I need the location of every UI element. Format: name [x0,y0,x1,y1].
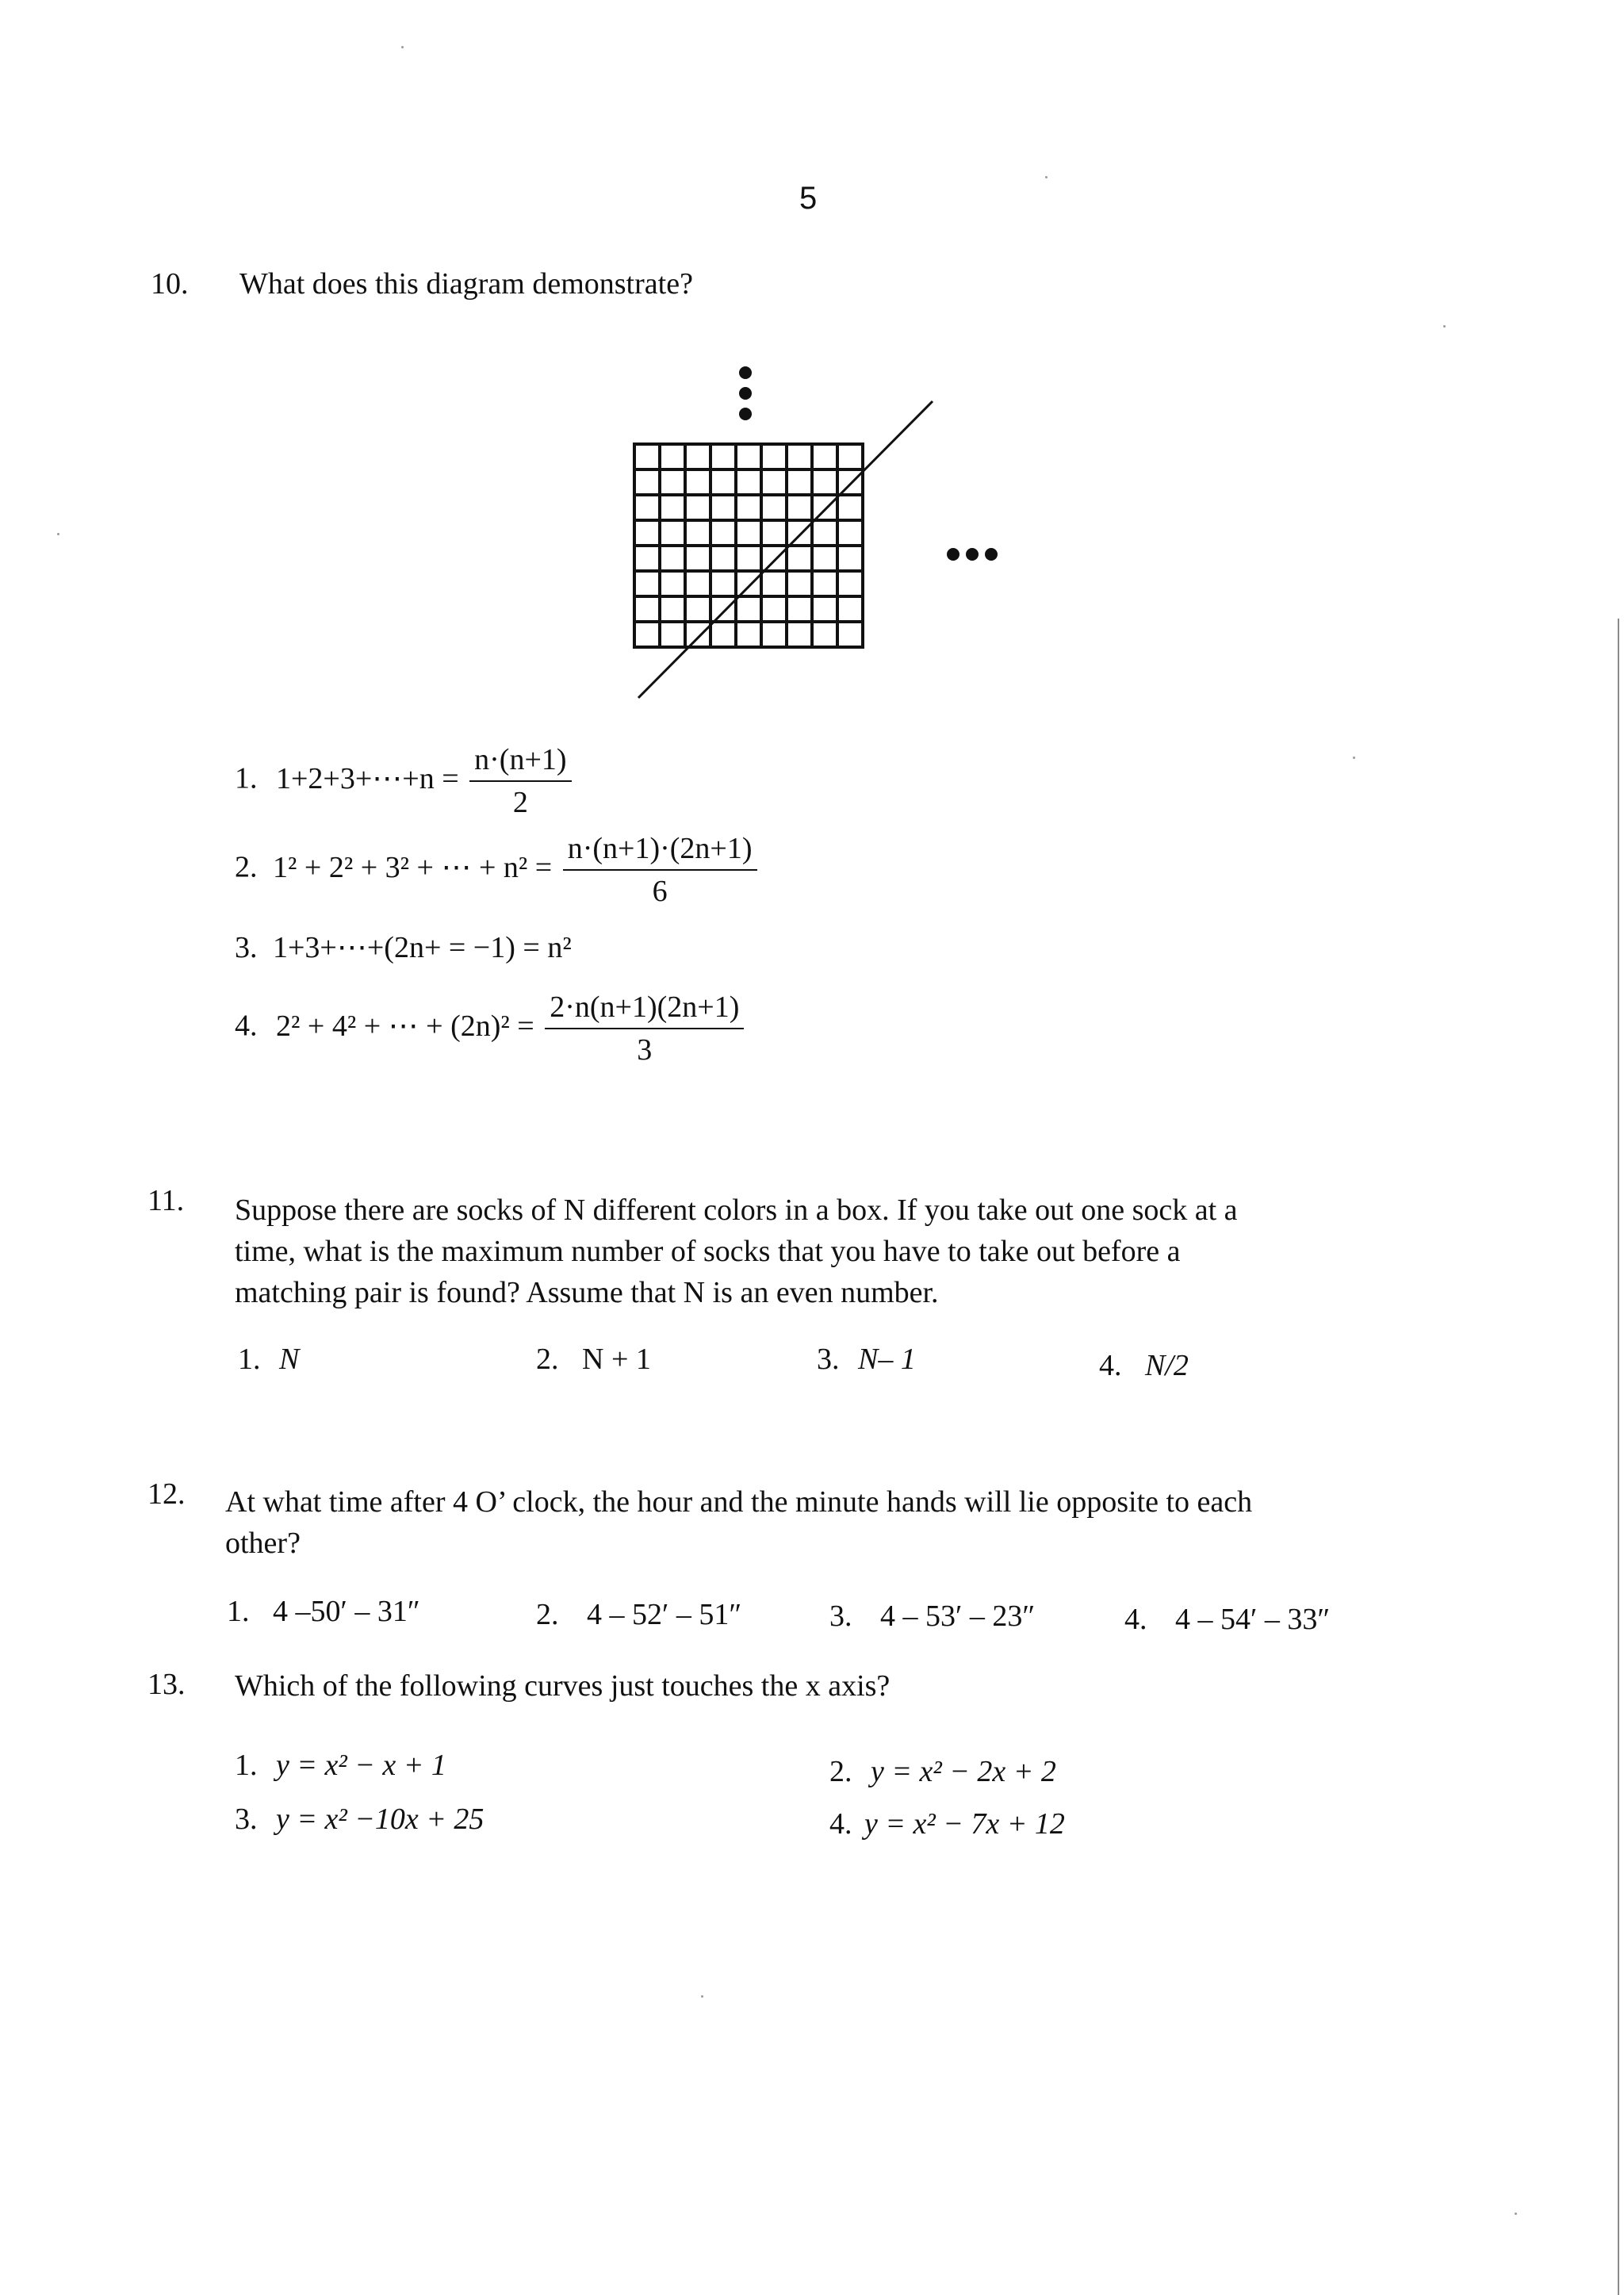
question-12-number: 12. [147,1477,186,1511]
option-text: y = x² − 2x + 2 [871,1755,1056,1788]
question-11-line-1: Suppose there are socks of N different colors in a box. If you take out one sock at a [235,1193,1238,1227]
left-staircase-square [710,444,736,469]
question-11-line-2: time, what is the maximum number of socks that you have to take out before a [235,1235,1181,1268]
left-staircase-square [761,495,787,520]
scan-speck [57,533,59,535]
right-staircase-square [812,495,837,520]
option-text: 4 – 54′ – 33″ [1175,1603,1331,1636]
numerator: n·(n+1) [469,742,571,782]
right-staircase-square [812,622,837,647]
left-staircase-square [634,469,660,495]
scan-speck [701,1995,703,1998]
left-staircase-square [685,444,710,469]
left-staircase-square [634,495,660,520]
right-staircase-square [787,571,812,596]
q12-option-2[interactable] [536,1597,741,1632]
left-staircase-square [736,495,761,520]
scan-speck [1353,757,1355,759]
question-13-number: 13. [147,1668,186,1701]
right-staircase-square [660,622,685,647]
option-text: N/2 [1145,1349,1189,1382]
q13-option-1[interactable] [235,1748,446,1783]
right-staircase-square [710,622,736,647]
right-staircase-square [761,546,787,571]
right-staircase-square [812,596,837,622]
left-staircase-square [660,571,685,596]
question-11-line-3: matching pair is found? Assume that N is an even number. [235,1276,939,1309]
option-label: 3. [235,931,258,964]
option-label: 2. [829,1755,852,1788]
option-label: 4. [1124,1603,1147,1636]
option-text: N [279,1343,300,1376]
right-staircase-square [710,571,736,596]
question-13-text: Which of the following curves just touches the x axis? [235,1669,891,1703]
right-staircase-square [685,596,710,622]
left-staircase-square [710,469,736,495]
fraction [469,742,571,820]
option-label: 1. [227,1595,250,1628]
question-11-text [235,1190,1377,1313]
right-staircase-square [812,571,837,596]
q12-option-1[interactable] [227,1594,420,1629]
q10-option-3[interactable] [235,929,572,965]
left-staircase-square [736,444,761,469]
q10-option-2[interactable] [235,831,760,909]
left-staircase-square [812,444,837,469]
left-staircase-square [685,495,710,520]
page-number: 5 [799,181,818,216]
right-staircase-square [787,495,812,520]
q11-option-4[interactable] [1099,1348,1189,1383]
q13-option-2[interactable] [829,1754,1056,1789]
question-12-text [225,1481,1415,1564]
option-label: 2. [235,850,258,884]
left-staircase-square [787,469,812,495]
option-text: 4 –50′ – 31″ [273,1595,420,1628]
right-staircase-square [812,520,837,546]
scan-speck [401,46,404,48]
left-staircase-square [660,546,685,571]
left-staircase-square [710,546,736,571]
numerator: n·(n+1)·(2n+1) [563,831,757,871]
denominator: 2 [512,786,528,819]
option-text: 4 – 53′ – 23″ [880,1600,1036,1633]
left-staircase-square [736,469,761,495]
staircase-grid-diagram [619,349,999,714]
q13-option-4[interactable] [829,1806,1065,1841]
left-staircase-square [660,520,685,546]
right-staircase-square [761,520,787,546]
option-label: 3. [829,1600,852,1633]
left-staircase-square [660,469,685,495]
left-staircase-square [710,520,736,546]
right-staircase-square [837,571,863,596]
right-staircase-square [761,571,787,596]
scan-speck [1045,176,1048,178]
option-text: N– 1 [858,1343,916,1376]
option-label: 4. [235,1009,258,1043]
question-11-number: 11. [147,1184,185,1217]
right-staircase-square [787,596,812,622]
vertical-dots [739,366,752,420]
scan-speck [1515,2213,1517,2215]
numerator: 2·n(n+1)(2n+1) [545,990,744,1029]
right-staircase-square [710,596,736,622]
option-text: N + 1 [582,1343,651,1376]
option-label: 3. [235,1803,258,1836]
option-text: y = x² − 7x + 12 [864,1807,1065,1841]
left-staircase-square [710,495,736,520]
denominator: 6 [652,875,668,908]
left-staircase-square [761,469,787,495]
question-10-text: What does this diagram demonstrate? [239,267,693,301]
q10-option-4[interactable] [235,990,747,1067]
option-label: 1. [238,1343,261,1376]
option-lhs: 1² + 2² + 3² + ⋯ + n² = [273,850,553,884]
option-label: 1. [235,761,258,795]
left-staircase-square [685,520,710,546]
right-staircase-square [736,622,761,647]
option-label: 2. [536,1598,559,1631]
right-staircase-square [837,469,863,495]
right-staircase-square [736,571,761,596]
option-lhs: 2² + 4² + ⋯ + (2n)² = [276,1009,534,1043]
option-text: y = x² −10x + 25 [276,1803,485,1836]
fraction [545,990,744,1067]
left-staircase-square [685,571,710,596]
option-label: 4. [1099,1349,1122,1382]
scan-edge-line [1618,619,1619,2295]
option-label: 3. [817,1343,840,1376]
option-label: 2. [536,1343,559,1376]
q11-option-2[interactable] [536,1342,651,1377]
left-staircase-square [634,596,660,622]
scan-speck [1443,325,1446,328]
left-staircase-square [634,622,660,647]
left-staircase-square [660,596,685,622]
left-staircase-square [660,444,685,469]
option-expression: 1+3+⋯+(2n+ = −1) = n² [273,931,572,964]
left-staircase-square [685,546,710,571]
right-staircase-square [685,622,710,647]
left-staircase-square [660,495,685,520]
q13-option-3[interactable] [235,1802,484,1837]
question-10-number: 10. [151,267,189,301]
left-staircase-square [634,444,660,469]
question-12-line-1: At what time after 4 O’ clock, the hour and the minute hands will lie opposite to each [225,1485,1253,1519]
right-staircase-square [787,546,812,571]
option-text: 4 – 52′ – 51″ [587,1598,742,1631]
right-staircase-square [761,622,787,647]
left-staircase-square [634,571,660,596]
right-staircase-square [761,596,787,622]
fraction [563,831,757,909]
option-label: 4. [829,1807,852,1841]
right-staircase-square [812,546,837,571]
left-staircase-square [761,444,787,469]
right-staircase-square [837,622,863,647]
question-12-line-2: other? [225,1527,301,1560]
right-staircase-square [736,596,761,622]
left-staircase-square [634,520,660,546]
right-staircase-square [787,520,812,546]
option-label: 1. [235,1749,258,1782]
left-staircase-square [685,469,710,495]
q12-option-4[interactable] [1124,1602,1330,1637]
right-staircase-square [837,546,863,571]
left-staircase-square [736,520,761,546]
right-staircase-square [812,469,837,495]
option-text: y = x² − x + 1 [276,1749,446,1782]
right-staircase-square [736,546,761,571]
right-staircase-square [837,444,863,469]
left-staircase-square [634,546,660,571]
right-staircase-square [837,520,863,546]
option-lhs: 1+2+3+⋯+n = [276,761,459,795]
horizontal-dots [947,548,998,561]
left-staircase-square [787,444,812,469]
denominator: 3 [637,1033,653,1067]
q10-option-1[interactable] [235,742,575,820]
q11-option-1[interactable] [238,1342,299,1377]
q12-option-3[interactable] [829,1599,1035,1634]
right-staircase-square [787,622,812,647]
q11-option-3[interactable] [817,1342,916,1377]
right-staircase-square [837,596,863,622]
grid-squares [634,444,863,647]
right-staircase-square [837,495,863,520]
